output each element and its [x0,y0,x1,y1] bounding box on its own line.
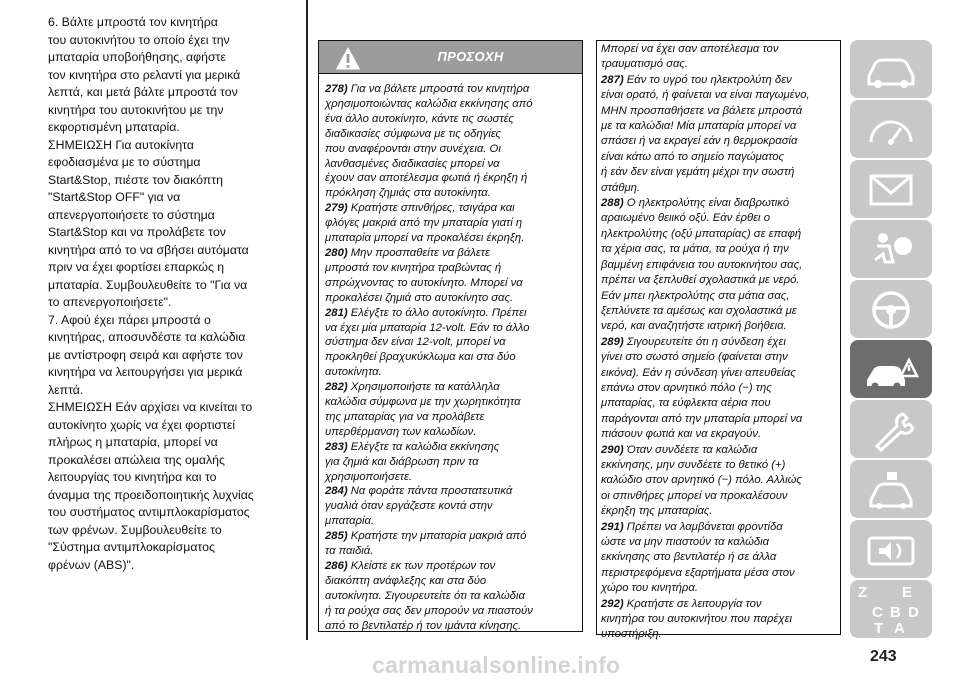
index-letter: Z [858,584,868,601]
right-column-notes [601,42,839,643]
note-abs-paragraph: ΣΗΜΕΙΩΣΗ Εάν αρχίσει να κινείται το αυτοκίνητο χωρίς να έχει φορτιστεί πλήρως η μπαταρία, μπορεί να προκαλέσει απώλεια της ομαλής λειτουργίας του κινητήρα και το άναμμα της προειδοποιητικής λυχνίας του συστήματος αντιμπλοκαρίσματος των φρένων. Συμβουλευθείτε το "Σύστημα αντιμπλοκαρίσματος φρένων (ABS)". [48,400,254,572]
note-text: Εάν το υγρό του ηλεκτρολύτη δεν είναι ορατό, ή φαίνεται να είναι παγωμένο, ΜΗΝ προσπαθήσετε να βάλετε μπροστά με τα καλώδια! Μία μπαταρία μπορεί να σπάσει ή να εκραγεί εάν η θερμοκρασία είναι κάτω από το σημείο παγώματος ή εάν δεν είναι γεμάτη μέχρι την σωστή στάθμη. [601,73,810,194]
chapter-tab-specifications[interactable] [850,460,932,518]
envelope-icon [863,166,919,212]
chapter-tab-wrench[interactable] [850,400,932,458]
dashboard-gauge-icon [863,106,919,152]
index-letter: E [902,584,913,601]
note-number: 287) [601,73,624,86]
note-start-stop-paragraph: ΣΗΜΕΙΩΣΗ Για αυτοκίνητα εφοδιασμένα με το σύστημα Start&Stop, πιέστε τον διακόπτη "Start&Stop OFF" για να απενεργοποιήσετε το σύστημα Start&Stop και να προλάβετε τον κινητήρα από το να σβήσει αυτόματα πριν να έχει φορτίσει επαρκώς η μπαταρία. Συμβουλευθείτε το "Για να το απενεργοποιήσετε". [48,137,249,309]
note-number: 282) [325,381,348,394]
car-icon [863,46,919,92]
warning-title: ΠΡΟΣΟΧΗ [437,49,504,64]
note-number: 286) [325,560,348,572]
note-number: 285) [325,530,348,543]
note-text: Κρατήστε σε λειτουργία τον κινητήρα του αυτοκινήτου που παρέχει υποστήριξη. [601,597,793,641]
car-breakdown-icon [863,346,919,392]
airbag-icon [863,226,919,272]
note-text: Κρατήστε την μπαταρία μακριά από τα παιδιά. [325,530,527,558]
index-letter: T [874,620,884,637]
note-text: Να φοράτε πάντα προστατευτικά γυαλιά όταν εργάζεστε κοντά στην μπαταρία. [325,485,513,528]
note-number: 291) [601,520,624,533]
note-item [325,306,579,381]
note-text: Μπορεί να έχει σαν αποτέλεσμα τον τραυματισμό σας. [601,43,779,71]
step-7-paragraph: 7. Αφού έχει πάρει μπροστά ο κινητήρας, αποσυνδέστε τα καλώδια με αντίστροφη σειρά και αφήστε τον κινητήρα να λειτουργήσει για μερικά λεπτά. [48,312,246,397]
index-letter: B [890,604,901,621]
note-item [325,484,579,529]
note-item [325,559,579,634]
warning-notes [325,82,579,634]
wrench-icon [863,406,919,452]
watermark: carmanualsonline.info [372,652,621,678]
step-6-paragraph: 6. Βάλτε μπροστά τον κινητήρα του αυτοκινήτου το οποίο έχει την μπαταρία υποβοήθησης, αφήστε τον κινητήρα στο ρελαντί για μερικά λεπτά, και μετά βάλτε μπροστά τον κινητήρα του αυτοκινήτου με την εκφορτισμένη μπαταρία. [48,15,241,134]
steering-wheel-icon [863,286,919,332]
note-number: 278) [325,83,348,95]
note-text: Ελέγξτε τα καλώδια εκκίνησης για ζημιά και διάβρωση πριν τα χρησιμοποιήσετε. [325,440,500,483]
note-item [601,196,839,335]
note-text: Κρατήστε σπινθήρες, τσιγάρα και φλόγες μακριά από την μπαταρία γιατί η μπαταρία μπορεί να προκαλέσει έκρηξη. [325,202,525,245]
note-item [325,82,579,201]
note-item [601,520,839,597]
multimedia-icon [863,526,919,572]
note-item [601,443,839,520]
note-item [601,597,839,643]
note-item [325,380,579,440]
note-number: 281) [325,306,348,319]
note-text: Όταν συνδέετε τα καλώδια εκκίνησης, μην συνδέετε το θετικό (+) καλώδιο στον αρνητικό (−) πόλο. Αλλιώς οι σπινθήρες μπορεί να προκαλέσουν έκρηξη της μπαταρίας. [601,443,802,518]
note-number: 284) [325,485,348,498]
note-number: 292) [601,597,624,610]
index-letter: A [894,620,905,637]
note-item [325,529,579,559]
note-item [601,335,839,443]
chapter-tab-dashboard-gauge[interactable] [850,100,932,158]
note-number: 290) [601,443,624,456]
note-item [601,73,839,196]
note-text: Για να βάλετε μπροστά τον κινητήρα χρησιμοποιώντας καλώδια εκκίνησης από ένα άλλο αυτοκίνητο, κάντε τις σωστές διαδικασίες σύμφωνα με τις οδηγίες που αναφέρονται στην συνέχεια. Οι λανθασμένες διαδικασίες μπορεί να έχουν σαν αποτέλεσμα φωτιά ή έκρηξη ή πρόκληση ζημιάς στα αυτοκίνητα. [325,83,533,200]
chapter-tab-car[interactable] [850,40,932,98]
note-text: Ελέγξτε το άλλο αυτοκίνητο. Πρέπει να έχει μία μπαταρία 12-volt. Εάν το άλλο σύστημα δεν είναι 12-volt, μπορεί να προκληθεί βραχυκύκλωμα και στα δύο αυτοκίνητα. [325,306,530,379]
note-item [325,440,579,485]
chapter-tab-multimedia[interactable] [850,520,932,578]
note-text: Ο ηλεκτρολύτης είναι διαβρωτικό αραιωμένο θειικό οξύ. Εάν έρθει ο ηλεκτρολύτης (οξύ μπαταρίας) σε επαφή τα χέρια σας, τα μάτια, τα ρούχα ή την βαμμένη επιφάνεια του αυτοκινήτου σας, πρέπει να ξεπλυθεί σχολαστικά με νερό. Εάν μπει ηλεκτρολύτης στα μάτια σας, ξεπλύνετε τα αμέσως και σχολαστικά με νερό, και αναζητήστε ιατρική βοήθεια. [601,197,803,333]
chapter-tab-index[interactable] [850,580,932,638]
chapter-tab-envelope[interactable] [850,160,932,218]
note-number: 279) [325,202,348,215]
note-text: Σιγουρευτείτε ότι η σύνδεση έχει γίνει στο σωστό σημείο (φαίνεται στην εικόνα). Εάν η σύνδεση γίνει απευθείας επάνω στον αρνητικό πόλο (−) της μπαταρίας, τα εύφλεκτα αέρια που παράγονται από την μπαταρία μπορεί να πιάσουν φωτιά και να εκραγούν. [601,335,803,441]
index-letter: D [908,604,919,621]
note-number: 283) [325,440,348,453]
note-number: 289) [601,335,624,348]
chapter-tab-steering-wheel[interactable] [850,280,932,338]
note-text: Κλείστε εκ των προτέρων τον διακόπτη ανάφλεξης και στα δύο αυτοκίνητα. Σιγουρευτείτε ότι τα καλώδια ή τα ρούχα σας δεν μπορούν να πιαστούν από το βεντιλατέρ ή τον ιμάντα κίνησης. [325,560,533,632]
index-letter: C [872,604,883,621]
page-number: 243 [870,648,897,665]
note-text: Πρέπει να λαμβάνεται φροντίδα ώστε να μην πιαστούν τα καλώδια εκκίνησης στο βεντιλατέρ ή σε άλλα περιστρεφόμενα εξαρτήματα μέσα στον χώρο του κινητήρα. [601,520,795,595]
note-item [325,201,579,246]
column-divider [306,0,308,640]
chapter-tab-airbag[interactable] [850,220,932,278]
note-text: Χρησιμοποιήστε τα κατάλληλα καλώδια σύμφωνα με την χωρητικότητα της μπαταρίας για να προλάβετε υπερθέρμανση των καλωδίων. [325,381,521,438]
note-number: 280) [325,246,348,259]
note-number: 288) [601,197,624,210]
note-text: Μην προσπαθείτε να βάλετε μπροστά τον κινητήρα τραβώντας ή σπρώχνοντας το αυτοκίνητο. Μπορεί να προκαλέσει ζημιά στο αυτοκίνητο σας. [325,246,523,304]
note-item [601,42,839,73]
left-column [48,14,300,574]
note-item [325,246,579,306]
specifications-icon [863,466,919,512]
warning-header [318,40,583,74]
chapter-tab-car-breakdown[interactable] [850,340,932,398]
